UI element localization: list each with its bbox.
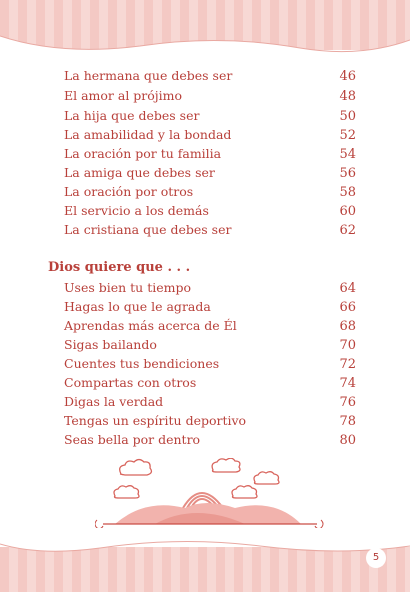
toc-entry-title: La oración por tu familia [64,146,222,161]
section-heading: Dios quiere que . . . [48,260,191,275]
toc-entry-title: Compartas con otros [64,375,197,390]
toc-entry[interactable] [64,318,356,336]
toc-entry-page: 46 [339,69,356,84]
toc-entry[interactable] [64,165,356,183]
toc-entry[interactable] [64,356,356,374]
bottom-wave-edge-overlay [0,530,410,560]
toc-entry-title: Aprendas más acerca de Él [64,318,237,333]
toc-entry[interactable] [64,184,356,202]
toc-entry-title: El amor al prójimo [64,88,183,103]
toc-entry-title: Sigas bailando [64,337,157,352]
toc-entry-page: 58 [339,185,356,200]
toc-entry-page: 52 [339,128,356,143]
toc-entry[interactable] [64,108,356,126]
toc-entry-page: 48 [339,89,356,104]
toc-entry[interactable] [64,394,356,412]
toc-entry[interactable] [64,299,356,317]
toc-entry-title: Cuentes tus bendiciones [64,356,220,371]
toc-entry[interactable] [64,280,356,298]
toc-entry-title: El servicio a los demás [64,203,209,218]
toc-entry[interactable] [64,432,356,450]
toc-entry-page: 76 [339,395,356,410]
top-wave-edge [0,26,410,60]
toc-entry-title: Digas la verdad [64,394,164,409]
toc-entry-title: La amiga que debes ser [64,165,215,180]
toc-entry-page: 70 [339,338,356,353]
toc-entry-page: 72 [339,357,356,372]
toc-entry[interactable] [64,203,356,221]
toc-entry[interactable] [64,413,356,431]
toc-entry-title: Uses bien tu tiempo [64,280,192,295]
toc-entry[interactable] [64,337,356,355]
toc-entry[interactable] [64,88,356,106]
toc-entry-page: 66 [339,300,356,315]
toc-entry-title: La cristiana que debes ser [64,222,232,237]
toc-entry[interactable] [64,68,356,86]
page-number: 5 [366,548,386,568]
toc-entry-title: La hermana que debes ser [64,68,233,83]
toc-entry-page: 62 [339,223,356,238]
toc-entry-title: La hija que debes ser [64,108,200,123]
toc-entry-page: 80 [339,433,356,448]
toc-entry-page: 64 [339,281,356,296]
hills-rainbow-clouds-icon [95,458,335,528]
toc-entry-title: La oración por otros [64,184,194,199]
toc-entry[interactable] [64,146,356,164]
toc-entry-page: 56 [339,166,356,181]
toc-entry-page: 68 [339,319,356,334]
toc-entry-page: 54 [339,147,356,162]
toc-entry[interactable] [64,222,356,240]
toc-entry[interactable] [64,127,356,145]
toc-entry-page: 50 [339,109,356,124]
toc-entry-page: 60 [339,204,356,219]
toc-entry-title: Tengas un espíritu deportivo [64,413,247,428]
toc-entry-title: La amabilidad y la bondad [64,127,232,142]
toc-entry[interactable] [64,375,356,393]
toc-entry-title: Hagas lo que le agrada [64,299,211,314]
toc-entry-page: 78 [339,414,356,429]
toc-entry-page: 74 [339,376,356,391]
toc-entry-title: Seas bella por dentro [64,432,201,447]
